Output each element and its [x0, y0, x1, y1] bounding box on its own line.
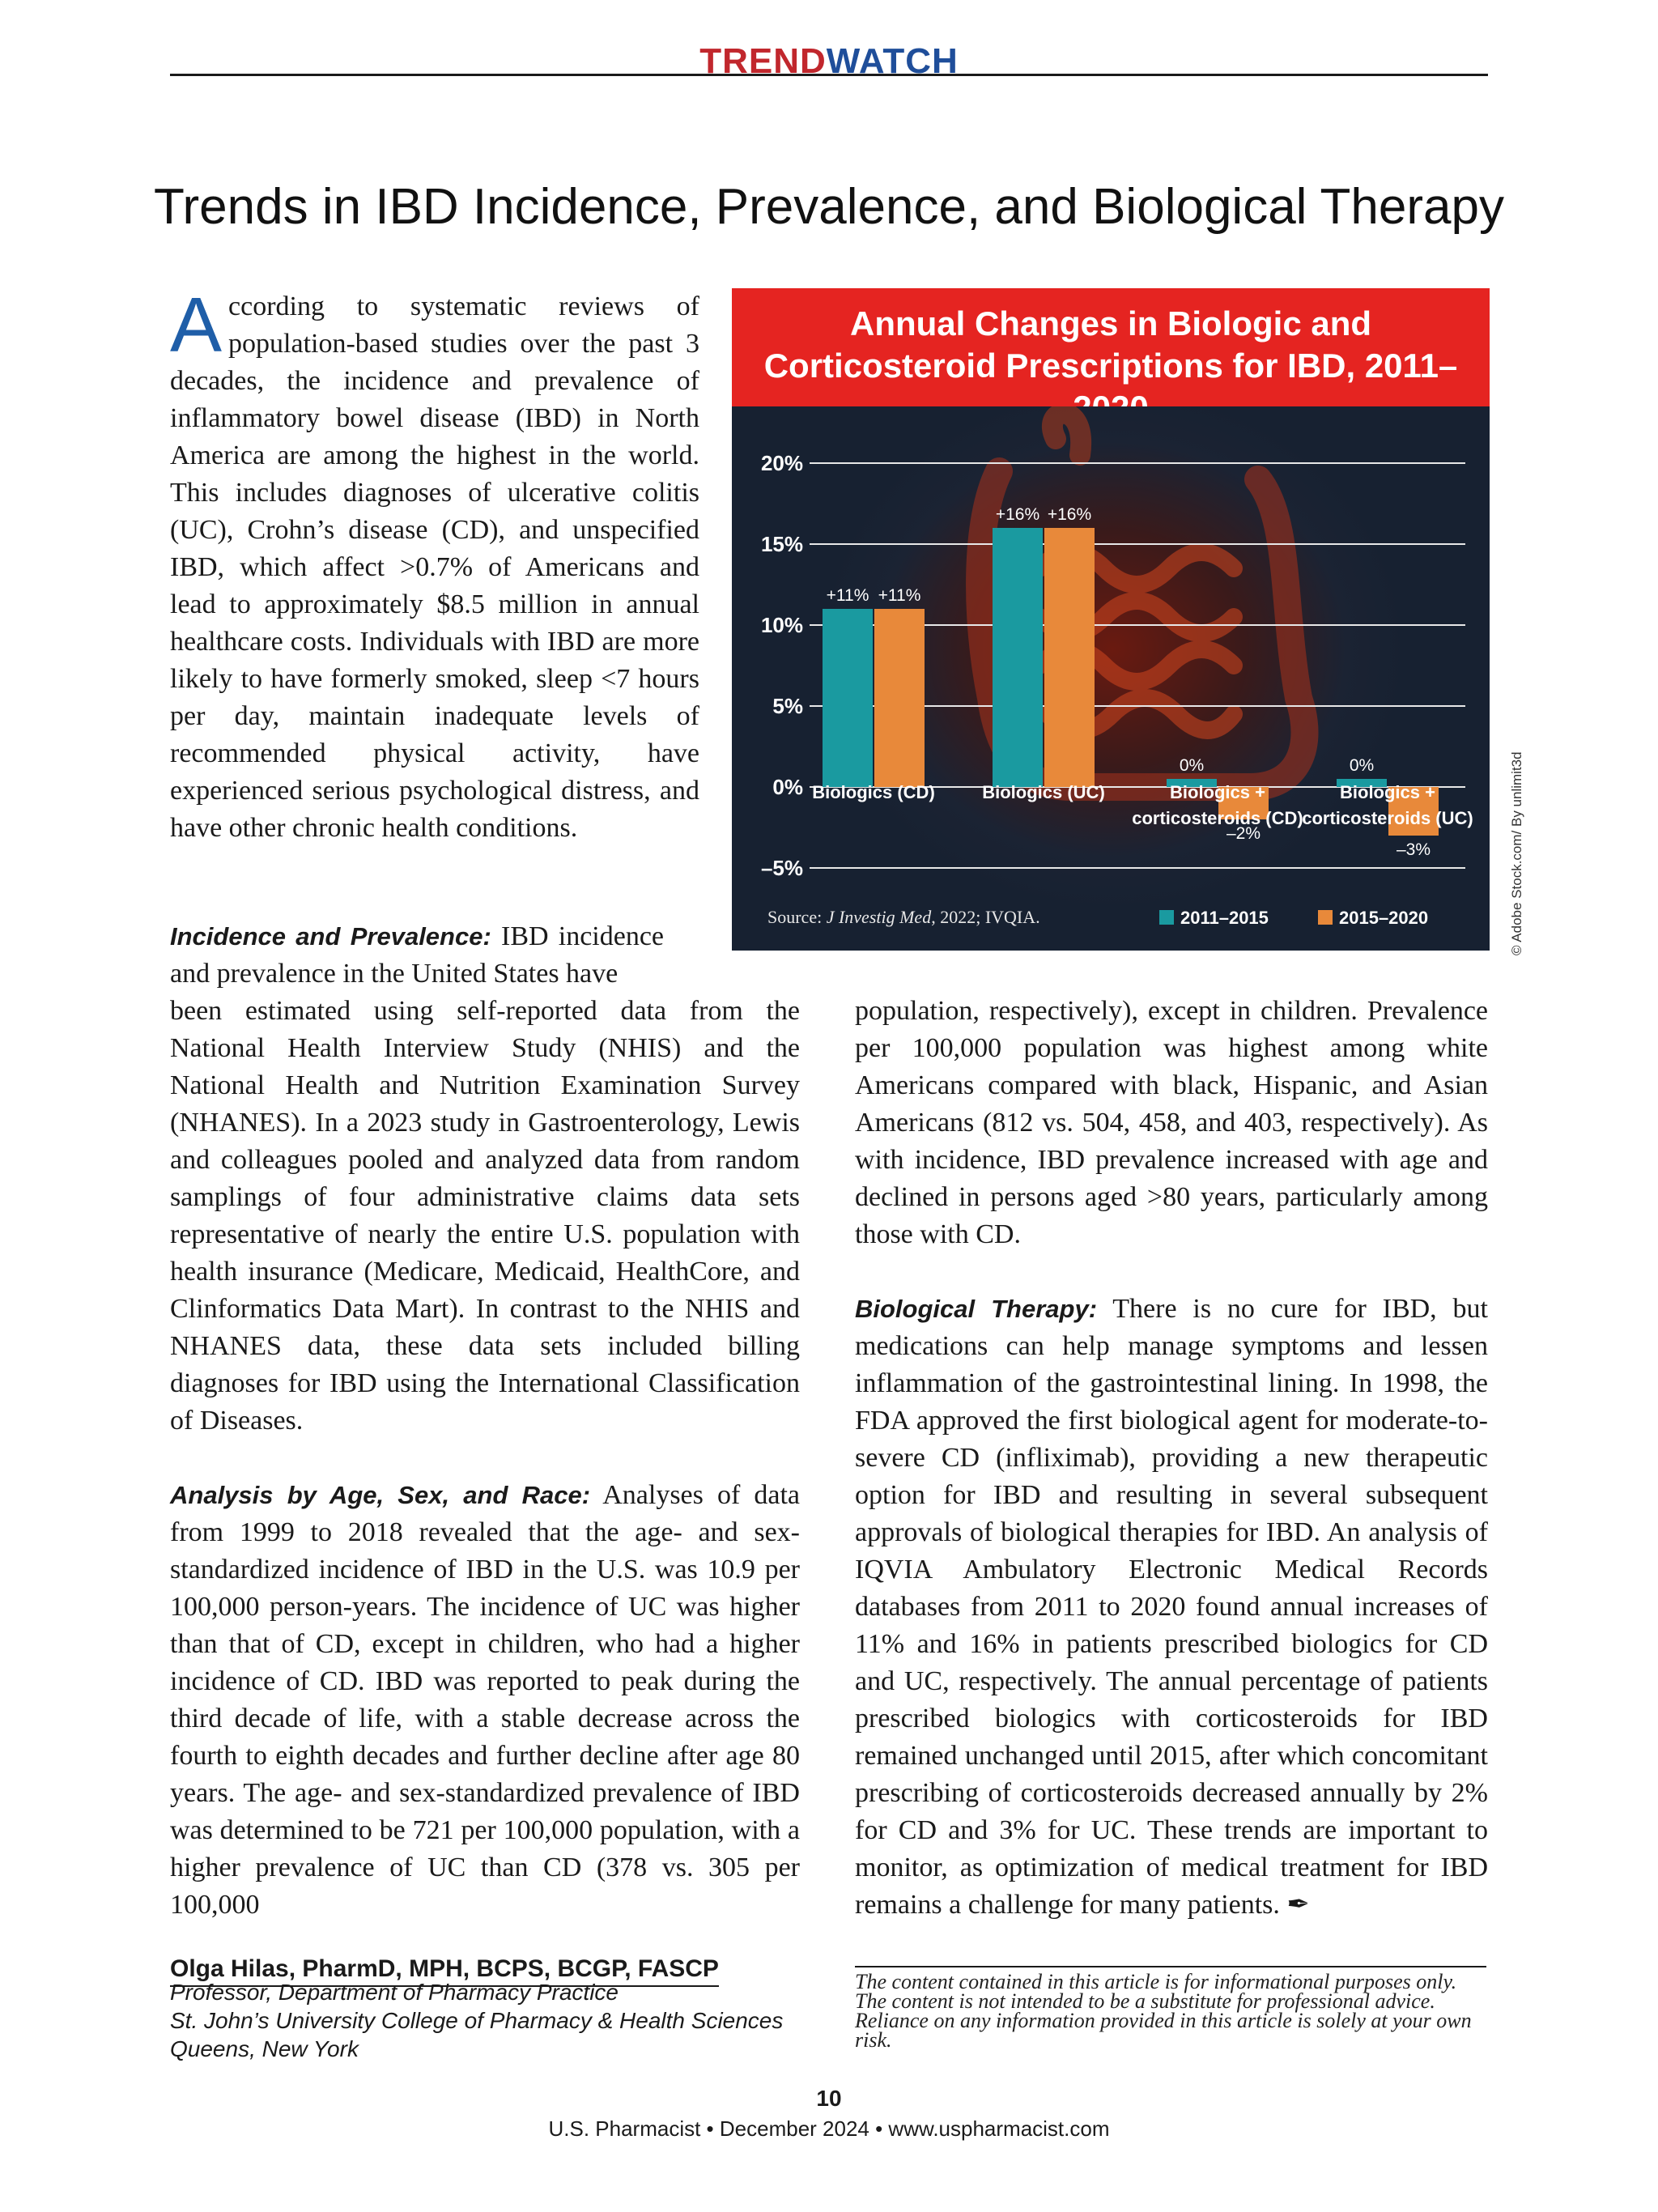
- author-location: Queens, New York: [170, 2036, 359, 2061]
- dropcap: A: [170, 282, 223, 368]
- analysis-text: Analyses of data from 1999 to 2018 revealed that the age- and sex-standardized incidence of IBD in the U.S. was 10.9 per 100,000 person-years. The incidence of UC was higher than that of CD, except in children, who had a higher incidence of CD. IBD was reported to peak during the third decade of life, with a stable decrease across the fourth to eighth decades and further decline after age 80 years. The age- and sex-standardized prevalence of IBD was determined to be 721 per 100,000 population, with a higher prevalence of UC than CD (378 vs. 305 per 100,000: [170, 1480, 800, 1920]
- incidence-paragraph-short: [170, 918, 664, 993]
- disclaimer-rule: [855, 1966, 1486, 1967]
- chart-title: Annual Changes in Biologic and Corticosteroid Prescriptions for IBD, 2011–: [732, 288, 1490, 406]
- author-title: Professor, Department of Pharmacy Practice: [170, 1980, 619, 2005]
- bar: [823, 609, 873, 787]
- masthead: [0, 42, 1658, 81]
- data-label: +16%: [995, 505, 1040, 524]
- data-label: 0%: [1179, 756, 1205, 775]
- analysis-heading: Analysis by Age, Sex, and Race:: [170, 1481, 591, 1509]
- category-label: corticosteroids (UC): [1302, 808, 1473, 828]
- data-label: –2%: [1226, 824, 1261, 843]
- bar: [1044, 528, 1095, 787]
- bar-chart: [732, 406, 1490, 951]
- y-tick-label: 0%: [772, 775, 803, 799]
- incidence-paragraph-rest: been estimated using self-reported data from the National Health Interview Study (NHIS) and the National Health and Nutrition Examination Survey (NHANES). In a 2023 study in Gastroenterology, Lewis and colleagues pooled and analyzed data from random samplings of four administrative claims data sets representative of nearly the entire U.S. population with health insurance (Medicare, Medicaid, HealthCore, and Clinformatics Data Mart). In contrast to the NHIS and NHANES data, these data sets included billing diagnoses for IBD using the International Classification of Diseases.: [170, 996, 800, 1436]
- biological-heading: Biological Therapy:: [855, 1295, 1098, 1323]
- biological-text: There is no cure for IBD, but medications can help manage symptoms and lessen inflammation of the gastrointestinal lining. In 1998, the FDA approved the first biological agent for moderate-to-severe CD (infliximab), providing a new therapeutic option for IBD and resulting in several subsequent approvals of biological therapies for IBD. An analysis of IQVIA Ambulatory Electronic Medical Records databases from 2011 to 2020 found annual increases of 11% and 16% in patients prescribed biologics for CD and UC, respectively. The annual percentage of patients prescribed biologics with corticosteroids for IBD remained unchanged until 2015, after which concomitant prescribing of corticosteroids decreased annually by 2% for CD and 3% for UC. These trends are important to monitor, as optimization of medical treatment for IBD remains a challenge for many patients. ✒: [855, 1294, 1488, 1920]
- legend-swatch: [1159, 910, 1174, 925]
- y-tick-label: –5%: [760, 856, 803, 880]
- bar: [874, 609, 925, 787]
- data-label: –3%: [1396, 840, 1431, 859]
- y-tick-label: 20%: [760, 451, 803, 475]
- incidence-text-short: IBD incidence and prevalence in the United States have: [170, 921, 664, 989]
- author-affiliation: St. John’s University College of Pharmacy & Health Sciences: [170, 2008, 784, 2033]
- category-label: Biologics +: [1340, 782, 1435, 802]
- chart-figure: [732, 288, 1490, 951]
- data-label: +11%: [878, 586, 921, 605]
- data-label: +16%: [1047, 505, 1092, 524]
- data-label: +11%: [826, 586, 869, 605]
- y-tick-label: 15%: [760, 532, 803, 556]
- chart-legend: [1159, 908, 1428, 928]
- article-title: Trends in IBD Incidence, Prevalence, and Biological Therapy: [153, 179, 1505, 235]
- page-number: 10: [816, 2086, 842, 2111]
- intro-text: ccording to systematic reviews of population-based studies over the past 3 decades, the incidence and prevalence of inflammatory bowel disease (IBD) in North America are among the highest in the world. This includes diagnoses of ulcerative colitis (UC), Crohn’s disease (CD), and unspecified IBD, which affect >0.7% of Americans and lead to approximately $8.5 million in annual healthcare costs. Individuals with IBD are more likely to have formerly smoked, sleep <7 hours per day, maintain inadequate levels of recommended physical activity, have experienced serious psychological distress, and have other chronic health conditions.: [170, 291, 699, 843]
- category-label: Biologics (UC): [982, 782, 1105, 802]
- category-label: Biologics +: [1170, 782, 1265, 802]
- legend-label: 2015–2020: [1339, 908, 1429, 928]
- data-label: 0%: [1349, 756, 1375, 775]
- legend-label: 2011–2015: [1180, 908, 1269, 928]
- masthead-watch: WATCH: [826, 41, 959, 81]
- analysis-paragraph: [170, 1477, 800, 1924]
- disclaimer: The content contained in this article is for informational purposes only. The content is not intended to be a substitute for professional advice. Reliance on any information provided in this article is solely at your own risk.: [855, 1970, 1472, 2052]
- image-credit: [1490, 737, 1522, 955]
- masthead-trend: TREND: [699, 41, 827, 81]
- chart-source: Source: J Investig Med, 2022; IVQIA.: [767, 907, 1040, 927]
- category-label: corticosteroids (CD): [1132, 808, 1303, 828]
- biological-paragraph: [855, 1291, 1488, 1924]
- image-credit-text: © Adobe Stock.com/ By unlimit3d: [1509, 751, 1524, 955]
- chart-body: [732, 406, 1490, 951]
- y-tick-label: 5%: [772, 694, 803, 718]
- footer: U.S. Pharmacist • December 2024 • www.uspharmacist.com: [548, 2116, 1110, 2141]
- legend-swatch: [1318, 910, 1333, 925]
- incidence-heading: Incidence and Prevalence:: [170, 922, 491, 951]
- bar: [993, 528, 1043, 787]
- intro-paragraph: [170, 282, 699, 847]
- author-name: Olga Hilas, PharmD, MPH, BCPS, BCGP, FASCP: [170, 1955, 719, 1987]
- category-label: Biologics (CD): [812, 782, 935, 802]
- y-tick-label: 10%: [760, 613, 803, 637]
- continuation-paragraph: population, respectively), except in children. Prevalence per 100,000 population was highest among white Americans compared with black, Hispanic, and Asian Americans (812 vs. 504, 458, and 403, respectively). As with incidence, IBD prevalence increased with age and declined in persons aged >80 years, particularly among those with CD.: [855, 996, 1488, 1249]
